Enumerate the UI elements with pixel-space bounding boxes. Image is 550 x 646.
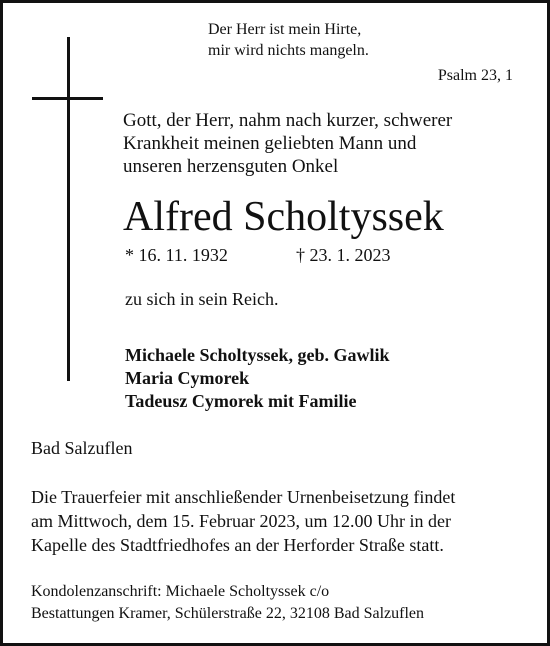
intro-line-2: Krankheit meinen geliebten Mann und (123, 133, 417, 154)
mourner-1: Michaele Scholtyssek, geb. Gawlik (125, 345, 390, 365)
place-name: Bad Salzuflen (31, 438, 133, 458)
mourner-2: Maria Cymorek (125, 368, 250, 388)
ceremony-line-3: Kapelle des Stadtfriedhofes an der Herforder Straße statt. (31, 535, 444, 555)
birth-date: * 16. 11. 1932 (125, 245, 228, 265)
intro-line-3: unseren herzensguten Onkel (123, 156, 339, 177)
psalm-line-1: Der Herr ist mein Hirte, (208, 21, 362, 38)
ceremony-line-2: am Mittwoch, dem 15. Februar 2023, um 12.00 Uhr in der (31, 511, 451, 531)
cross-icon-vertical (67, 37, 70, 381)
psalm-quote (208, 19, 369, 61)
mourner-3: Tadeusz Cymorek mit Familie (125, 391, 357, 411)
psalm-line-2: mir wird nichts mangeln. (208, 42, 369, 59)
condolence-address (31, 581, 424, 625)
ceremony-line-1: Die Trauerfeier mit anschließender Urnenbeisetzung findet (31, 487, 456, 507)
closing-phrase: zu sich in sein Reich. (125, 289, 279, 309)
ceremony-details (31, 485, 455, 557)
psalm-reference: Psalm 23, 1 (437, 67, 513, 84)
intro-line-1: Gott, der Herr, nahm nach kurzer, schwerer (123, 110, 453, 131)
cross-icon-horizontal (32, 97, 103, 100)
deceased-name: Alfred Scholtyssek (123, 194, 444, 240)
mourners-list (125, 344, 390, 413)
death-date: † 23. 1. 2023 (296, 245, 391, 265)
contact-line-2: Bestattungen Kramer, Schülerstraße 22, 32108 Bad Salzuflen (31, 605, 425, 622)
intro-text (123, 109, 452, 178)
contact-line-1: Kondolenzanschrift: Michaele Scholtyssek c/o (31, 583, 330, 600)
